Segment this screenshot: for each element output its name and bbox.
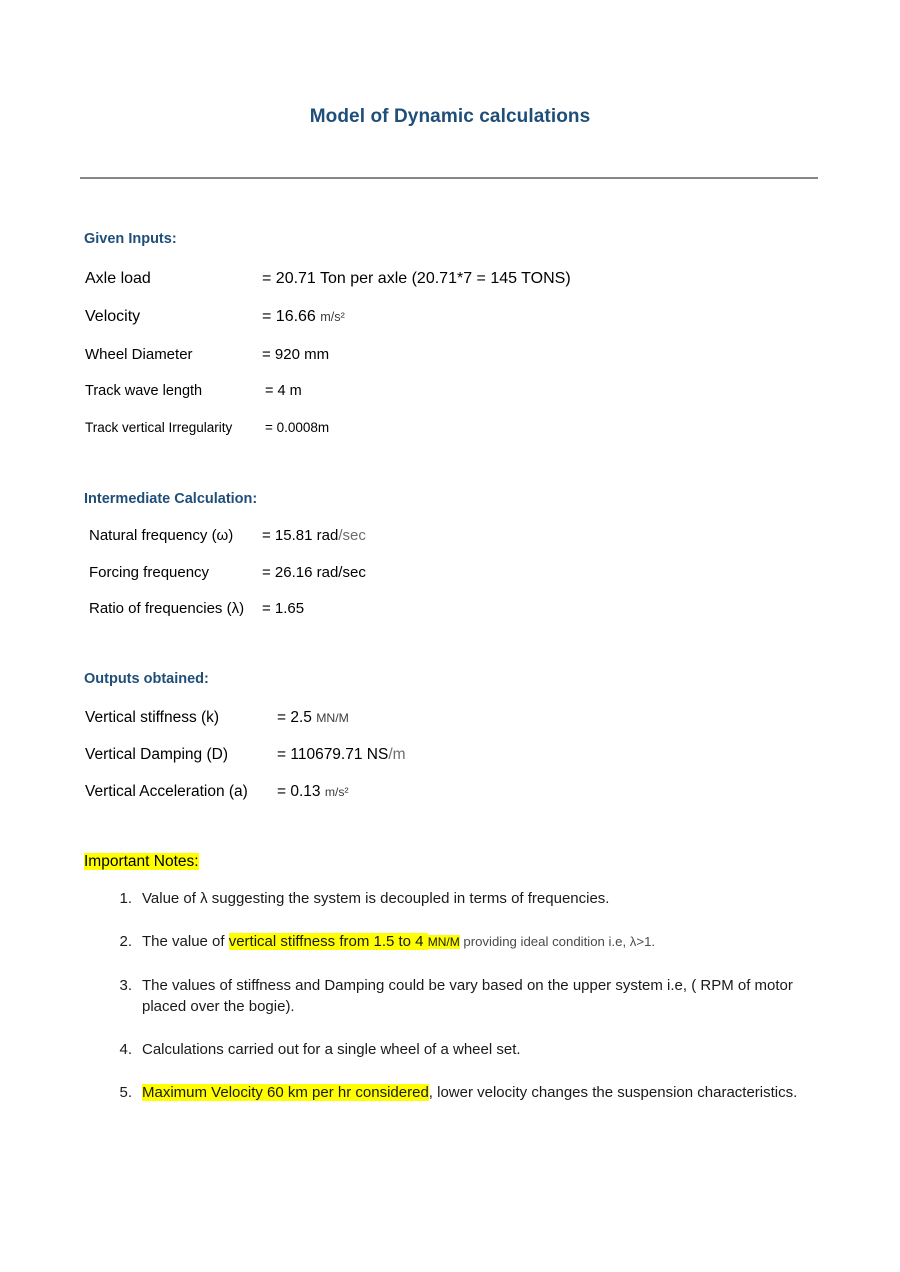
value-axle-load: = 20.71 Ton per axle (20.71*7 = 145 TONS) xyxy=(262,270,571,287)
note-number: 5. xyxy=(119,1084,132,1101)
notes-list xyxy=(80,888,820,1125)
value-vertical-damping-number: = 110679.71 NS xyxy=(277,746,389,763)
title-divider xyxy=(80,177,818,179)
unit-vertical-acceleration: m/s² xyxy=(324,785,349,799)
label-wheel-diameter: Wheel Diameter xyxy=(85,346,193,363)
value-vertical-acceleration xyxy=(277,784,349,800)
notes-heading-text: Important Notes: xyxy=(84,853,199,870)
unit-natural-frequency: /sec xyxy=(338,527,366,544)
value-forcing-frequency: = 26.16 rad/sec xyxy=(262,564,366,581)
label-vertical-damping: Vertical Damping (D) xyxy=(85,746,228,763)
list-item xyxy=(80,888,820,909)
value-wheel-diameter: = 920 mm xyxy=(262,346,330,363)
value-track-vertical-irregularity: = 0.0008m xyxy=(265,420,330,435)
value-vertical-stiffness-number: = 2.5 xyxy=(277,709,312,726)
label-forcing-frequency: Forcing frequency xyxy=(89,564,210,581)
section-heading-intermediate-calculation: Intermediate Calculation: xyxy=(84,491,258,507)
label-track-vertical-irregularity: Track vertical Irregularity xyxy=(85,420,233,435)
value-natural-frequency xyxy=(262,528,366,543)
list-item xyxy=(80,975,820,1017)
note-text-after: providing ideal condition i.e, λ>1. xyxy=(459,934,656,949)
value-vertical-stiffness xyxy=(277,710,349,726)
note-text-before: The values of stiffness and Damping could be vary based on the upper system i.e, ( RPM of motor placed over the bogie). xyxy=(142,977,793,1015)
value-vertical-damping xyxy=(277,747,406,763)
note-number: 4. xyxy=(119,1041,132,1058)
unit-vertical-damping: /m xyxy=(388,746,406,763)
unit-vertical-stiffness: MN/M xyxy=(316,711,349,725)
note-text-before: Calculations carried out for a single wheel of a wheel set. xyxy=(142,1041,521,1058)
list-item xyxy=(80,1039,820,1060)
value-natural-frequency-number: = 15.81 rad xyxy=(262,527,339,544)
note-text-before: The value of xyxy=(142,933,229,950)
label-track-wave-length: Track wave length xyxy=(85,383,203,399)
note-highlight: Maximum Velocity 60 km per hr considered xyxy=(142,1084,429,1101)
value-velocity-number: = 16.66 xyxy=(262,308,316,325)
note-highlight-unit: MN/M xyxy=(427,935,460,949)
value-vertical-acceleration-number: = 0.13 xyxy=(277,783,321,800)
note-text-before: Value of λ suggesting the system is decoupled in terms of frequencies. xyxy=(142,890,610,907)
section-heading-outputs-obtained: Outputs obtained: xyxy=(84,671,209,687)
note-number: 3. xyxy=(119,977,132,994)
note-number: 1. xyxy=(119,890,132,907)
value-track-wave-length: = 4 m xyxy=(265,383,302,399)
note-text-after: , lower velocity changes the suspension characteristics. xyxy=(428,1084,798,1101)
unit-velocity: m/s² xyxy=(320,310,345,324)
note-highlight: vertical stiffness from 1.5 to 4 xyxy=(228,933,428,950)
section-heading-given-inputs: Given Inputs: xyxy=(84,231,177,247)
page-title: Model of Dynamic calculations xyxy=(309,106,591,127)
value-ratio-of-frequencies: = 1.65 xyxy=(262,600,305,617)
label-axle-load: Axle load xyxy=(85,270,151,287)
label-natural-frequency: Natural frequency (ω) xyxy=(89,527,234,544)
note-number: 2. xyxy=(119,933,132,950)
label-vertical-stiffness: Vertical stiffness (k) xyxy=(85,709,220,726)
label-ratio-of-frequencies: Ratio of frequencies (λ) xyxy=(89,600,245,617)
value-velocity xyxy=(262,309,345,325)
label-vertical-acceleration: Vertical Acceleration (a) xyxy=(85,783,248,800)
list-item xyxy=(80,931,820,953)
label-velocity: Velocity xyxy=(85,308,141,325)
list-item xyxy=(80,1082,820,1103)
notes-heading xyxy=(84,853,199,871)
